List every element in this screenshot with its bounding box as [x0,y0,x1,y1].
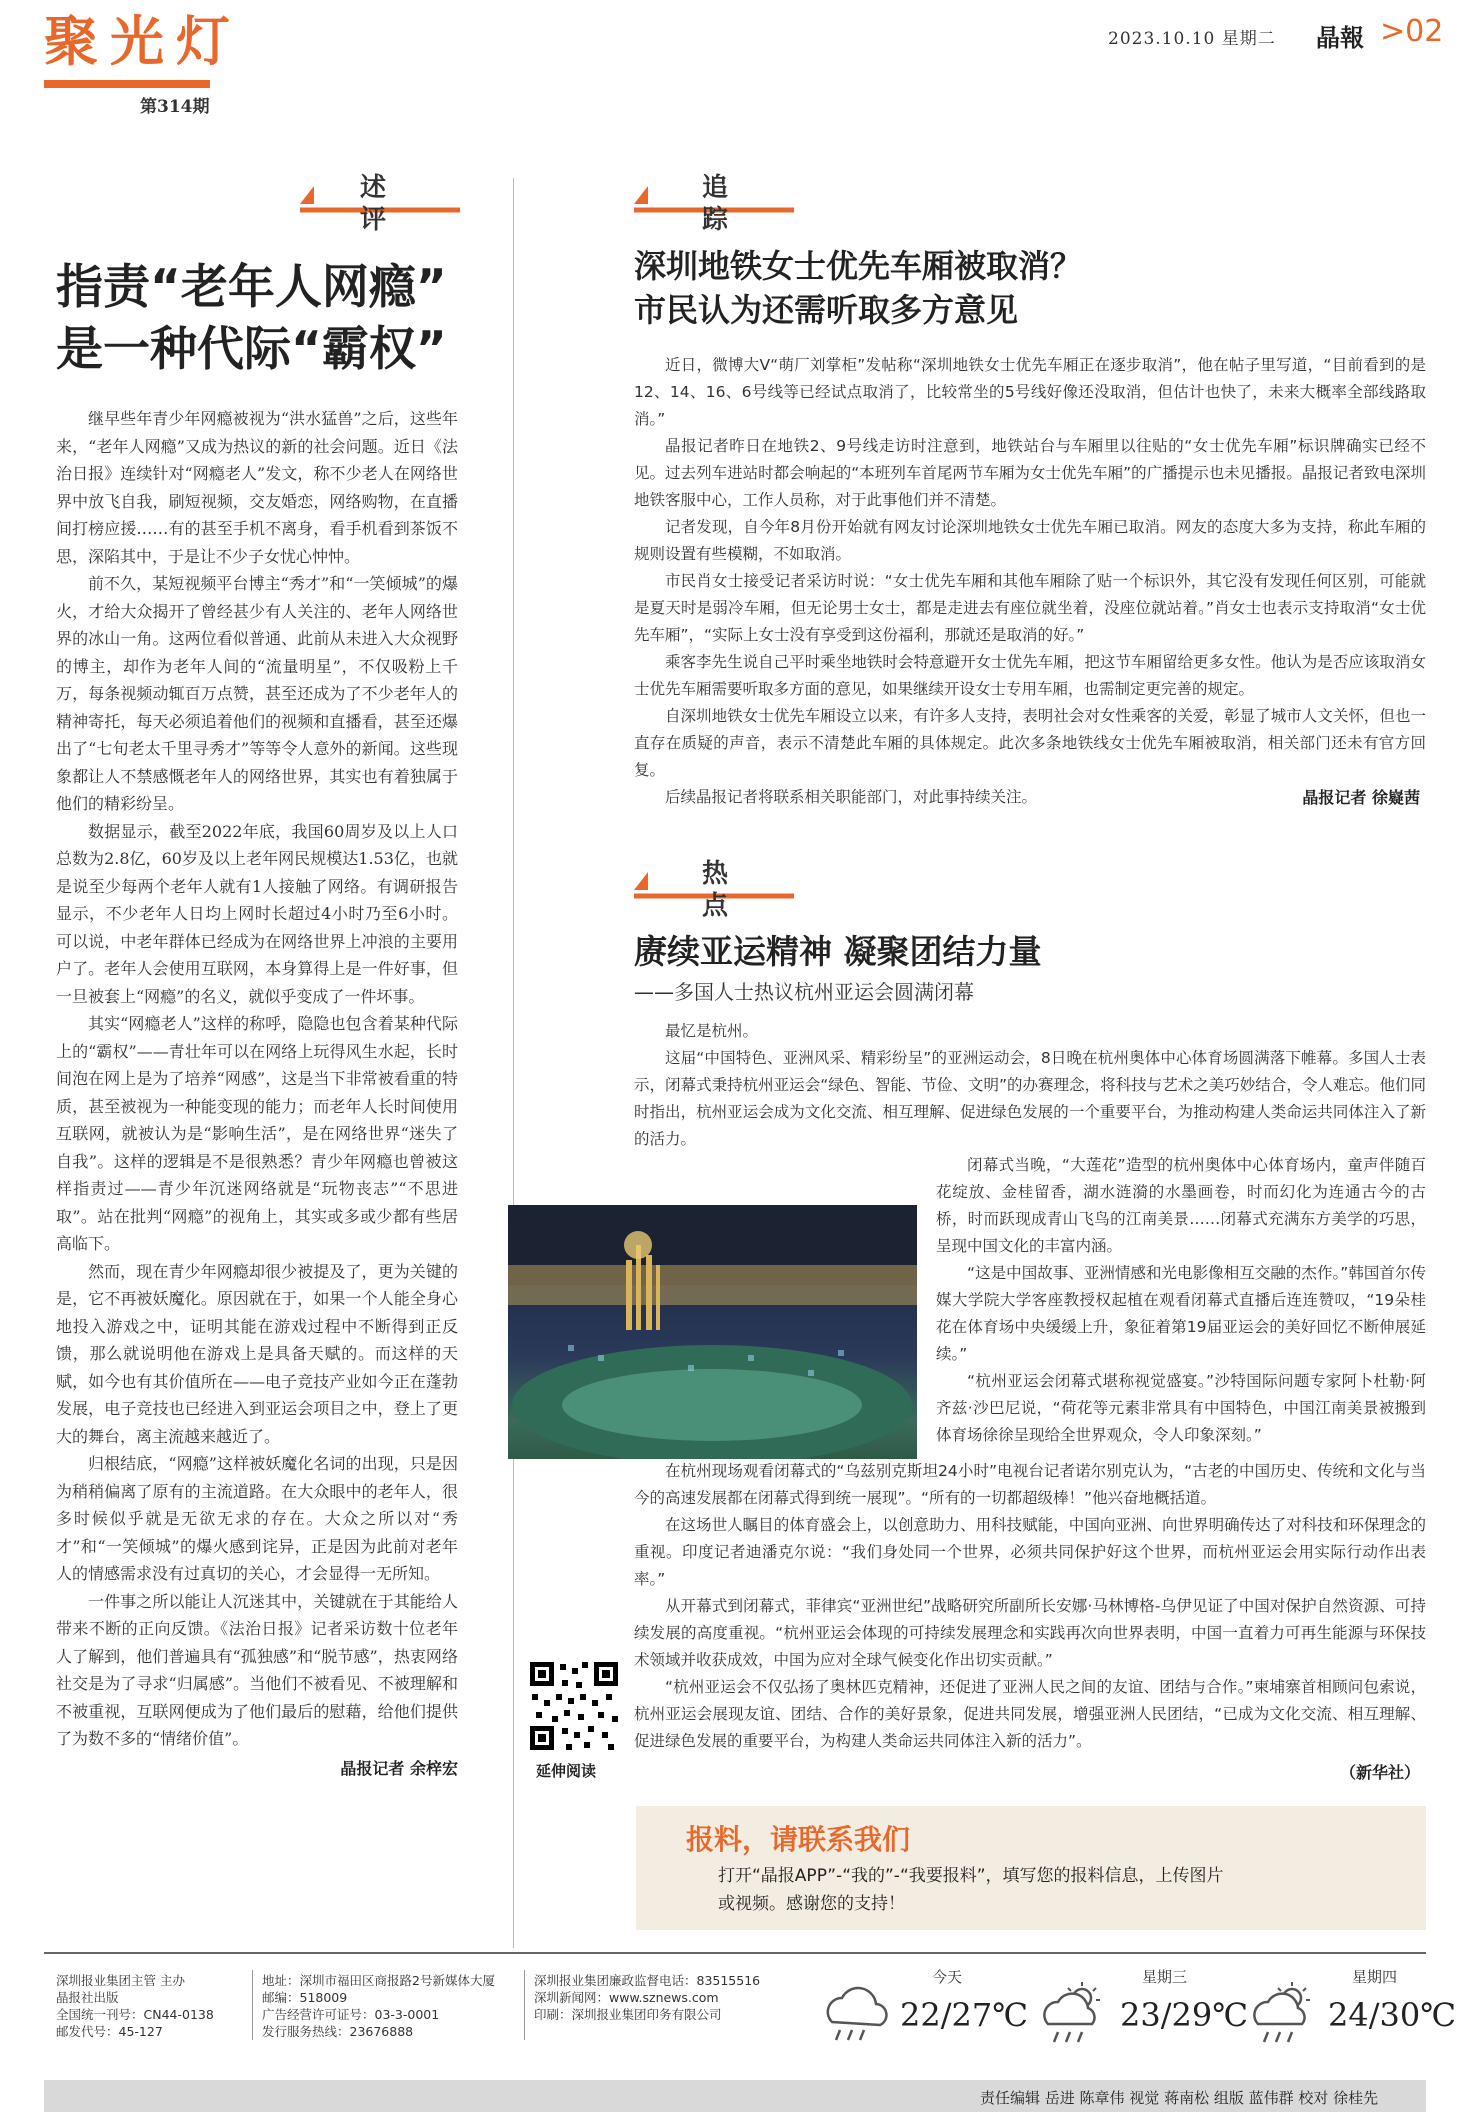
hotspot-article-top [634,1018,1426,1153]
weather-day: 星期三 [1142,1968,1188,1986]
hotspot-headline: 赓续亚运精神 凝聚团结力量 [634,932,1042,971]
review-paragraph: 一件事之所以能让人沉迷其中，关键就在于其能给人带来不断的正向反馈。《法治日报》记者采访数十位老年人了解到，他们普遍具有“孤独感”和“脱节感”，热衷网络社交是为了寻求“归属感”。当他们不被看见、不被理解和不被重视，互联网便成为了他们最后的慰藉，给他们提供了为数不多的“情绪价值”。 [56,1591,458,1748]
issue-number: 第314期 [140,97,210,117]
editorial-credits: 责任编辑 岳进 陈章伟 视觉 蒋南松 组版 蓝伟群 校对 徐桂先 [980,2089,1379,2107]
qr-code[interactable] [528,1660,620,1752]
footer-line: 地址：深圳市福田区商报路2号新媒体大厦 [262,1973,495,1988]
hotspot-paragraph: 在杭州现场观看闭幕式的“乌兹别克斯坦24小时”电视台记者诺尔别克认为，“古老的中国历史、传统和文化与当今的高速发展都在闭幕式得到统一展现”。“所有的一切都超级棒！”他兴奋地概括道。 [634,1462,1426,1507]
review-article-body [56,405,458,1782]
hotspot-article-bottom [634,1458,1426,1755]
review-paragraph: 前不久，某短视频平台博主“秀才”和“一笑倾城”的爆火，才给大众揭开了曾经甚少有人关注的、老年人网络世界的冰山一角。这两位看似普通、此前从未进入大众视野的博主，却作为老年人间的“流量明星”，不仅吸粉上千万，每条视频动辄百万点赞，甚至还成为了不少老年人的精神寄托，每天必须追着他们的视频和直播看，甚至还爆出了“七旬老太千里寻秀才”等等令人意外的新闻。这些现象都让人不禁感慨老年人的网络世界，其实也有着独属于他们的精彩纷呈。 [56,574,458,813]
tracking-byline: 晶报记者 徐嶷茜 [1302,788,1420,807]
footer-line: 深圳新闻网：www.sznews.com [534,1990,719,2005]
footer-divider [524,1970,525,2040]
tracking-headline-line2: 市民认为还需听取多方意见 [634,291,1019,329]
footer-line: 深圳报业集团主管 主办 [56,1973,185,1988]
column-divider [513,178,514,1948]
tracking-paragraph: 后续晶报记者将联系相关职能部门，对此事持续关注。 [665,788,1038,806]
hotspot-paragraph: “杭州亚运会闭幕式堪称视觉盛宴。”沙特国际问题专家阿卜杜勒·阿齐兹·沙巴尼说，“荷花等元素非常具有中国特色，中国江南美景被搬到体育场徐徐呈现给全世界观众，令人印象深刻。” [936,1372,1426,1444]
tracking-paragraph: 市民肖女士接受记者采访时说：“女士优先车厢和其他车厢除了贴一个标识外，其它没有发现任何区别，可能就是夏天时是弱冷车厢，但无论男士女士，都是走进去有座位就坐着，没座位就站着。”肖女士也表示支持取消“女士优先车厢”，“实际上女士没有享受到这份福利，那就还是取消的好。” [634,572,1426,644]
section-header-tracking [634,172,794,235]
footer-line: 深圳报业集团廉政监督电话：83515516 [534,1973,761,1988]
review-paragraph: 数据显示，截至2022年底，我国60周岁及以上人口总数为2.8亿，60岁及以上老年网民规模达1.53亿，也就是说至少每两个老年人就有1人接触了网络。有调研报告显示，不少老年人日均上网时长超过4小时乃至6小时。可以说，中老年群体已经成为在网络世界上冲浪的主要用户了。老年人会使用互联网，本身算得上是一件好事，但一旦被套上“网瘾”的名义，就似乎变成了一件坏事。 [56,821,458,1006]
closing-ceremony-photo [508,1205,917,1459]
review-paragraph: 然而，现在青少年网瘾却很少被提及了，更为关键的是，它不再被妖魔化。原因就在于，如果一个人能全身心地投入游戏之中，证明其能在游戏过程中不断得到正反馈，那么就说明他在游戏上是具备天赋的。而这样的天赋，如今也有其价值所在——电子竞技产业如今正在蓬勃发展，电子竞技也已经进入到亚运会项目之中，登上了更大的舞台，离主流越来越近了。 [56,1261,458,1446]
masthead-underline [44,80,210,88]
footer-line: 全国统一刊号：CN44-0138 [56,2007,214,2022]
footer-line: 邮发代号：45-127 [56,2024,163,2039]
footer-line: 邮编：518009 [262,1990,348,2005]
tracking-paragraph: 晶报记者昨日在地铁2、9号线走访时注意到，地铁站台与车厢里以往贴的“女士优先车厢”标识牌确实已经不见。过去列车进站时都会响起的“本班列车首尾两节车厢为女士优先车厢”的广播提示也未见播报。晶报记者致电深圳地铁客服中心，工作人员称，对于此事他们并不清楚。 [634,437,1426,509]
weather-thursday [1244,1966,1457,2056]
footer-contact-info [534,1972,760,2023]
qr-label: 延伸阅读 [536,1762,597,1780]
hotspot-paragraph: 这届“中国特色、亚洲风采、精彩纷呈”的亚洲运动会，8日晚在杭州奥体中心体育场圆满落下帷幕。多国人士表示，闭幕式秉持杭州亚运会“绿色、智能、节俭、文明”的办赛理念，将科技与艺术之美巧妙结合，令人难忘。他们同时指出，杭州亚运会成为文化交流、相互理解、促进绿色发展的一个重要平台，为推动构建人类命运共同体注入了新的活力。 [634,1049,1426,1148]
review-paragraph: 继早些年青少年网瘾被视为“洪水猛兽”之后，这些年来，“老年人网瘾”又成为热议的新的社会问题。近日《法治日报》连续针对“网瘾老人”发文，称不少老人在网络世界中放飞自我，刷短视频，交友婚恋，网络购物，在直播间打榜应援……有的甚至手机不离身，看手机看到茶饭不思，深陷其中，于是让不少子女忧心忡忡。 [56,409,458,566]
tracking-article-body [634,352,1426,811]
publication-date: 2023.10.10 星期二 [1108,29,1276,49]
stadium-illustration [508,1205,917,1459]
footer-line: 印刷：深圳报业集团印务有限公司 [534,2007,722,2022]
review-headline-line2: 是一种代际“霸权” [56,322,447,377]
hotspot-paragraph: 从开幕式到闭幕式，菲律宾“亚洲世纪”战略研究所副所长安娜·马林博格-乌伊见证了中国对保护自然资源、可持续发展的高度重视。“杭州亚运会体现的可持续发展理念和实践再次向世界表明，中国一直着力可再生能源与环保技术领域并收获成效，中国为应对全球气候变化作出切实贡献。” [634,1597,1426,1669]
section-label-tracking: 追 踪 [702,173,749,235]
newspaper-logo: 晶報 [1316,23,1364,52]
tracking-paragraph: 记者发现，自今年8月份开始就有网友讨论深圳地铁女士优先车厢已取消。网友的态度大多为支持，称此车厢的规则设置有些模糊，不如取消。 [634,518,1426,563]
section-label-review: 述 评 [360,173,407,235]
hotspot-subheadline: ——多国人士热议杭州亚运会圆满闭幕 [634,980,974,1004]
footer-line: 发行服务热线：23676888 [262,2024,414,2039]
weather-temp: 22/27℃ [900,1996,1029,2034]
page-number: >02 [1380,14,1444,49]
hotspot-article-side [936,1152,1426,1449]
hotspot-paragraph: 闭幕式当晚，“大莲花”造型的杭州奥体中心体育场内，童声伴随百花绽放、金桂留香，湖水涟漪的水墨画卷，时而幻化为连通古今的古桥，时而跃现成青山飞鸟的江南美景……闭幕式充满东方美学的巧思，呈现中国文化的丰富内涵。 [936,1156,1426,1255]
footer-line: 晶报社出版 [56,1990,119,2005]
tracking-paragraph: 自深圳地铁女士优先车厢设立以来，有许多人支持，表明社会对女性乘客的关爱，彰显了城市人文关怀，但也一直存在质疑的声音，表示不清楚此车厢的具体规定。此次多条地铁线女士优先车厢被取消，相关部门还未有官方回复。 [634,707,1426,779]
section-header-hotspot [634,858,794,921]
tip-off-title: 报料，请联系我们 [686,1823,911,1856]
footer-address-info [262,1972,495,2040]
hotspot-paragraph: “杭州亚运会不仅弘扬了奥林匹克精神，还促进了亚洲人民之间的友谊、团结与合作。”柬埔寨首相顾问包索说，杭州亚运会展现友谊、团结、合作的美好景象，促进共同发展，增强亚洲人民团结，“已成为文化交流、相互理解、促进绿色发展的重要平台，为构建人类命运共同体注入新的活力”。 [634,1678,1426,1750]
hotspot-paragraph: 在这场世人瞩目的体育盛会上，以创意助力、用科技赋能，中国向亚洲、向世界明确传达了对科技和环保理念的重视。印度记者迪潘克尔说：“我们身处同一个世界，必须共同保护好这个世界，而杭州亚运会用实际行动作出表率。” [634,1516,1426,1588]
section-label-hotspot: 热 点 [702,859,749,921]
review-paragraph: 归根结底，“网瘾”这样被妖魔化名词的出现，只是因为稍稍偏离了原有的主流道路。在大众眼中的老年人，很多时候似乎就是无欲无求的存在。大众之所以对“秀才”和“一笑倾城”的爆火感到诧异，正是因为此前对老年人的情感需求没有过真切的关心，才会显得一无所知。 [56,1454,458,1583]
weather-temp: 23/29℃ [1120,1996,1249,2034]
hotspot-paragraph: “这是中国故事、亚洲情感和光电影像相互交融的杰作。”韩国首尔传媒大学院大学客座教授权起植在观看闭幕式直播后连连赞叹，“19朵桂花在体育场中央缓缓上升，象征着第19届亚运会的美好回忆不断伸展延续。” [936,1264,1426,1363]
hotspot-paragraph: 最忆是杭州。 [665,1022,759,1040]
weather-today [816,1966,1029,2056]
hotspot-byline: （新华社） [1339,1763,1420,1782]
tracking-paragraph: 乘客李先生说自己平时乘坐地铁时会特意避开女士优先车厢，把这节车厢留给更多女性。他认为是否应该取消女士优先车厢需要听取多方面的意见，如果继续开设女士专用车厢，也需制定更完善的规定。 [634,653,1426,698]
tracking-paragraph: 近日，微博大V“萌厂刘掌柜”发帖称“深圳地铁女士优先车厢正在逐步取消”，他在帖子里写道，“目前看到的是12、14、16、6号线等已经试点取消了，比较常坐的5号线好像还没取消，但估计也快了，未来大概率全部线路取消。” [634,356,1426,428]
masthead-title: 聚光灯 [44,10,242,73]
sun-cloud-rain-icon [1034,1982,1118,2046]
review-paragraph: 其实“网瘾老人”这样的称呼，隐隐也包含着某种代际上的“霸权”——青壮年可以在网络上玩得风生水起，长时间泡在网上是为了培养“网感”，这是当下非常被看重的特质，甚至被视为一种能变现的能力；而老年人长时间使用互联网，就被认为是“影响生活”，是在网络世界“迷失了自我”。这样的逻辑是不是很熟悉？青少年网瘾也曾被这样指责过——青少年沉迷网络就是“玩物丧志”“不思进取”。站在批判“网瘾”的视角上，其实或多或少都有些居高临下。 [56,1014,458,1253]
weather-wednesday [1034,1966,1249,2056]
tracking-headline-line1: 深圳地铁女士优先车厢被取消？ [634,247,1083,285]
tip-off-text [718,1862,1358,1918]
sun-cloud-rain-icon [1244,1982,1328,2046]
footer-line: 广告经营许可证号：03-3-0001 [262,2007,440,2022]
weather-day: 今天 [932,1968,963,1986]
weather-day: 星期四 [1352,1968,1398,1986]
cloudy-rain-icon [816,1982,896,2046]
review-byline: 晶报记者 余梓宏 [340,1758,458,1778]
weather-temp: 24/30℃ [1328,1996,1457,2034]
footer-publisher-info [56,1972,214,2040]
footer-rule [44,1952,1426,1954]
section-header-review [300,172,460,235]
tip-off-text-line: 或视频。感谢您的支持！ [718,1894,905,1914]
qr-code-icon [528,1660,620,1752]
review-headline-line1: 指责“老年人网瘾” [56,260,447,315]
footer-divider [252,1970,253,2040]
tip-off-text-line: 打开“晶报APP”-“我的”-“我要报料”，填写您的报料信息，上传图片 [718,1866,1224,1886]
